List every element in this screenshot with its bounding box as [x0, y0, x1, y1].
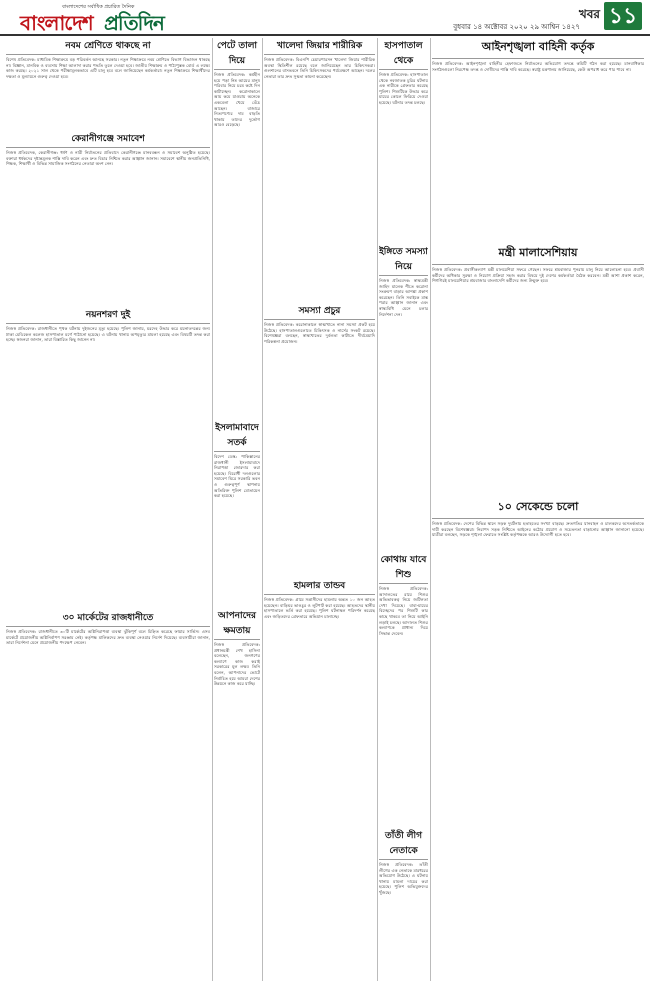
headline: আইনশৃঙ্খলা বাহিনী কর্তৃক [432, 38, 644, 59]
story-haspatal [379, 38, 428, 238]
body-text: নিজস্ব প্রতিবেদক: আদালতের রায়ে শিশুর অভিভাবকত্ব নিয়ে জটিলতা দেখা দিয়েছে। বাবা-মায়ের বিচ্ছেদের পর শিশুটি কার কাছে থাকবে তা নিয়ে আইনি লড়াই চলছে। আদালত শিশুর কল্যাণকে প্রাধান্য দিয়ে সিদ্ধান্ত দেবেন। [379, 586, 428, 636]
story-hamlar [264, 578, 375, 980]
body-text: নিজস্ব প্রতিবেদক: রাজধানীতে পৃথক ঘটনায় দুইজনের মৃত্যু হয়েছে। পুলিশ জানায়, মরদেহ উদ্ধার করে ময়নাতদন্তের জন্য ঢাকা মেডিকেল কলেজ হাসপাতাল মর্গে পাঠানো হয়েছে। এ ঘটনায় থানায় অপমৃত্যুর মামলা হয়েছে এবং বিষয়টি তদন্ত করা হচ্ছে। স্বজনরা জানান, তারা বিস্তারিত কিছু জানেন না। [6, 326, 210, 343]
story-apnader [214, 608, 260, 980]
headline: নবম শ্রেণিতে থাকছে না [6, 38, 210, 55]
story-tenzer [432, 498, 644, 980]
body-text: নিজস্ব প্রতিবেদক: করোনাকালে স্বাস্থ্যখাতে নানা সমস্যা প্রকট হয়ে উঠেছে। হাসপাতালগুলোতে চিকিৎসক ও নার্সের সংকট রয়েছে। বিশেষজ্ঞরা বলছেন, স্বাস্থ্যখাতের দুর্বলতা কাটাতে দীর্ঘমেয়াদি পরিকল্পনা প্রয়োজন। [264, 322, 375, 344]
story-rajdhani [6, 610, 210, 980]
headline: ইসলামাবাদে সতর্ক [214, 420, 260, 452]
headline: কোথায় যাবে শিশু [379, 552, 428, 584]
headline: তাঁতী লীগ নেতাকে [379, 828, 428, 860]
masthead [0, 0, 650, 36]
story-nobom [6, 38, 210, 128]
body-text: নিজস্ব প্রতিবেদক, কেরানীগঞ্জ: ধর্ষণ ও নারী নির্যাতনের প্রতিবাদে কেরানীগঞ্জে মানববন্ধন ও সমাবেশ অনুষ্ঠিত হয়েছে। বক্তারা ধর্ষকদের দৃষ্টান্তমূলক শাস্তি দাবি করেন এবং দ্রুত বিচার নিশ্চিত করার আহ্বান জানান। সমাবেশে স্থানীয় জনপ্রতিনিধি, শিক্ষক, শিক্ষার্থী ও বিভিন্ন সামাজিক সংগঠনের নেতারা অংশ নেন। [6, 150, 210, 167]
logo-text-part2: প্রতিদিন [104, 11, 164, 35]
headline: নয়নশরণ দুই [6, 307, 210, 324]
story-kothay [379, 552, 428, 822]
body-text: নিজস্ব প্রতিবেদক: তাঁতী লীগের এক নেতাকে মারধরের অভিযোগ উঠেছে। এ ঘটনায় থানায় মামলা দায়ের করা হয়েছে। পুলিশ অভিযুক্তদের খুঁজছে। [379, 862, 428, 895]
body-text: নিজস্ব প্রতিবেদক: আইনশৃঙ্খলা বাহিনীর হেফাজতে নির্যাতনের অভিযোগ তদন্তে কমিটি গঠন করা হয়েছে। মানবাধিকার সংগঠনগুলো নিরপেক্ষ তদন্ত ও দোষীদের শাস্তি দাবি করেছে। স্বরাষ্ট্র মন্ত্রণালয় জানিয়েছে, কেউ অপরাধ করে পার পাবে না। [432, 61, 644, 72]
body-text: নিজস্ব প্রতিবেদক: হাসপাতাল থেকে নবজাতক চুরির ঘটনায় এক নারীকে গ্রেফতার করেছে পুলিশ। শিশুটিকে উদ্ধার করে মায়ের কোলে ফিরিয়ে দেওয়া হয়েছে। ঘটনার তদন্ত চলছে। [379, 72, 428, 105]
story-ingite [379, 244, 428, 549]
dateline: বুধবার ১৪ অক্টোবর ২০২০ ২৯ আশ্বিন ১৪২৭ [453, 23, 580, 31]
section-label: খবর [578, 7, 600, 21]
body-text: নিজস্ব প্রতিবেদক: স্বাস্থ্যমন্ত্রী জাহিদ মালেক শীতে করোনা সংক্রমণ বাড়ার আশঙ্কা প্রকাশ করেছেন। তিনি সবাইকে মাস্ক পরার আহ্বান জানান এবং স্বাস্থ্যবিধি মেনে চলার নির্দেশনা দেন। [379, 278, 428, 317]
body-text: নিজস্ব প্রতিবেদক: প্রবাসীকল্যাণ মন্ত্রী মালয়েশিয়া সফরে গেছেন। সফরে শ্রমবাজার পুনরায় চালু নিয়ে আলোচনা হবে। প্রবাসী কর্মীদের অধিকার সুরক্ষা ও নিয়োগ প্রক্রিয়া সহজ করার বিষয়ে দুই দেশের কর্মকর্তারা বৈঠক করবেন। মন্ত্রী আশা প্রকাশ করেন, শিগগিরই মালয়েশিয়ার শ্রমবাজার বাংলাদেশি কর্মীদের জন্য উন্মুক্ত হবে। [432, 267, 644, 284]
headline: খালেদা জিয়ার শারীরিক [264, 38, 375, 55]
headline: পেটে তালা দিয়ে [214, 38, 260, 70]
body-text: নিজস্ব প্রতিবেদক: প্রধানমন্ত্রী শেখ হাসিনা বলেছেন, জনগণের কল্যাণে কাজ করাই সরকারের মূল লক্ষ্য। তিনি বলেন, আপনাদের ভোটে নির্বাচিত হয়ে আমরা দেশের উন্নয়নে কাজ করে যাচ্ছি। [214, 642, 260, 687]
page-number: ১১ [604, 2, 642, 30]
body-text: বিদেশ ডেস্ক: পাকিস্তানের রাজধানী ইসলামাবাদে নিরাপত্তা জোরদার করা হয়েছে। বিরোধী দলগুলোর সমাবেশ ঘিরে সরকারি ভবন ও গুরুত্বপূর্ণ স্থাপনায় অতিরিক্ত পুলিশ মোতায়েন করা হয়েছে। [214, 454, 260, 499]
story-pete [214, 38, 260, 358]
body-text: নিজস্ব প্রতিবেদক: রাজধানীতে ৩০টি মার্কেটের অগ্নিনিরাপত্তা ব্যবস্থা ঝুঁকিপূর্ণ বলে চিহ্নিত করেছে ফায়ার সার্ভিস। এসব মার্কেটে প্রয়োজনীয় অগ্নিনির্বাপণ সরঞ্জাম নেই। কর্তৃপক্ষ মালিকদের দ্রুত ব্যবস্থা নেওয়ার নির্দেশ দিয়েছে। ব্যবসায়ীরা জানান, তারা নির্দেশনা মেনে প্রয়োজনীয় পদক্ষেপ নেবেন। [6, 629, 210, 646]
column-divider [262, 38, 263, 981]
story-shomoshya [264, 303, 375, 573]
logo-text-part1: বাংলাদেশ [20, 11, 93, 35]
column-divider [430, 38, 431, 981]
newspaper-logo [6, 3, 181, 33]
story-taori [379, 828, 428, 980]
body-text: বিশেষ প্রতিবেদক: মাধ্যমিক শিক্ষাক্রমে বড় পরিবর্তন আনছে সরকার। নতুন শিক্ষাক্রমে নবম শ্রেণিতে বিভাগ বিভাজন থাকছে না। বিজ্ঞান, মানবিক ও ব্যবসায় শিক্ষা আলাদা করার পদ্ধতি তুলে দেওয়া হবে। জাতীয় শিক্ষাক্রম ও পাঠ্যপুস্তক বোর্ড এ লক্ষ্যে কাজ করছে। ২০২১ সাল থেকে পরীক্ষামূলকভাবে এটি চালু হবে বলে জানিয়েছেন কর্মকর্তারা। নতুন শিক্ষাক্রমে শিক্ষার্থীদের দক্ষতা ও মূল্যায়নে গুরুত্ব দেওয়া হবে। [6, 57, 210, 79]
headline: সমস্যা প্রচুর [264, 303, 375, 320]
story-ainsrinkhola [432, 38, 644, 238]
body-text: নিজস্ব প্রতিবেদক: গ্রামে সন্ত্রাসীদের হামলায় অন্তত ১০ জন আহত হয়েছেন। বাড়িঘর ভাঙচুর ও লুটপাট করা হয়েছে। আহতদের স্থানীয় হাসপাতালে ভর্তি করা হয়েছে। পুলিশ ঘটনাস্থল পরিদর্শন করেছে এবং জড়িতদের গ্রেফতারে অভিযান চালাচ্ছে। [264, 597, 375, 619]
headline: আপনাদের ক্ষমতায় [214, 608, 260, 640]
headline: হাসপাতাল থেকে [379, 38, 428, 70]
story-khaleda [264, 38, 375, 300]
headline: ১০ সেকেন্ডে চলো [432, 498, 644, 519]
headline: কেরানীগঞ্জে সমাবেশ [6, 131, 210, 148]
story-montri [432, 244, 644, 494]
body-text: নিজস্ব প্রতিবেদক: বিএনপি চেয়ারপারসন খালেদা জিয়ার শারীরিক অবস্থা স্থিতিশীল রয়েছে বলে জানিয়েছেন তার চিকিৎসকরা। গুলশানের বাসভবনে তিনি চিকিৎসকদের পর্যবেক্ষণে আছেন। দলের নেতারা তার দ্রুত সুস্থতা কামনা করেছেন। [264, 57, 375, 79]
story-islamabad [214, 420, 260, 600]
column-divider [212, 38, 213, 981]
column-divider [377, 38, 378, 981]
headline: মন্ত্রী মালাসেশিয়ায় [432, 244, 644, 265]
story-noyanbhor [6, 307, 210, 605]
headline: ইঙ্গিতে সমস্যা নিয়ে [379, 244, 428, 276]
headline: হামলার তান্ডব [264, 578, 375, 595]
logo-tagline: বাংলাদেশের সর্বাধিক প্রচারিত দৈনিক [62, 4, 135, 10]
headline: ৩০ মার্কেটের রাজধানীতে [6, 610, 210, 627]
body-text: নিজস্ব প্রতিবেদক: কর্মহীন হয়ে পড়া নিম্ন আয়ের মানুষ পরিবার নিয়ে চরম কষ্টে দিন কাটাচ্ছেন। করোনাকালে আয় কমে যাওয়ায় অনেকে একবেলা খেয়ে বেঁচে আছেন। বাজারে নিত্যপণ্যের দাম বাড়তি থাকায় তাদের দুর্ভোগ আরও বেড়েছে। [214, 72, 260, 128]
story-keranigonj [6, 131, 210, 301]
body-text: নিজস্ব প্রতিবেদক: দেশের বিভিন্ন স্থানে সড়ক দুর্ঘটনায় হতাহতের সংখ্যা বাড়ছে। দ্রুতগতির যানবাহন ও চালকদের অসতর্কতাকে দায়ী করছেন বিশেষজ্ঞরা। নিরাপদ সড়ক নিশ্চিতে আইনের কঠোর প্রয়োগ ও সচেতনতা বাড়ানোর আহ্বান জানানো হয়েছে। যাত্রীরা বলছেন, সড়কে শৃঙ্খলা ফেরাতে সংশ্লিষ্ট কর্তৃপক্ষকে আরও উদ্যোগী হতে হবে। [432, 521, 644, 538]
